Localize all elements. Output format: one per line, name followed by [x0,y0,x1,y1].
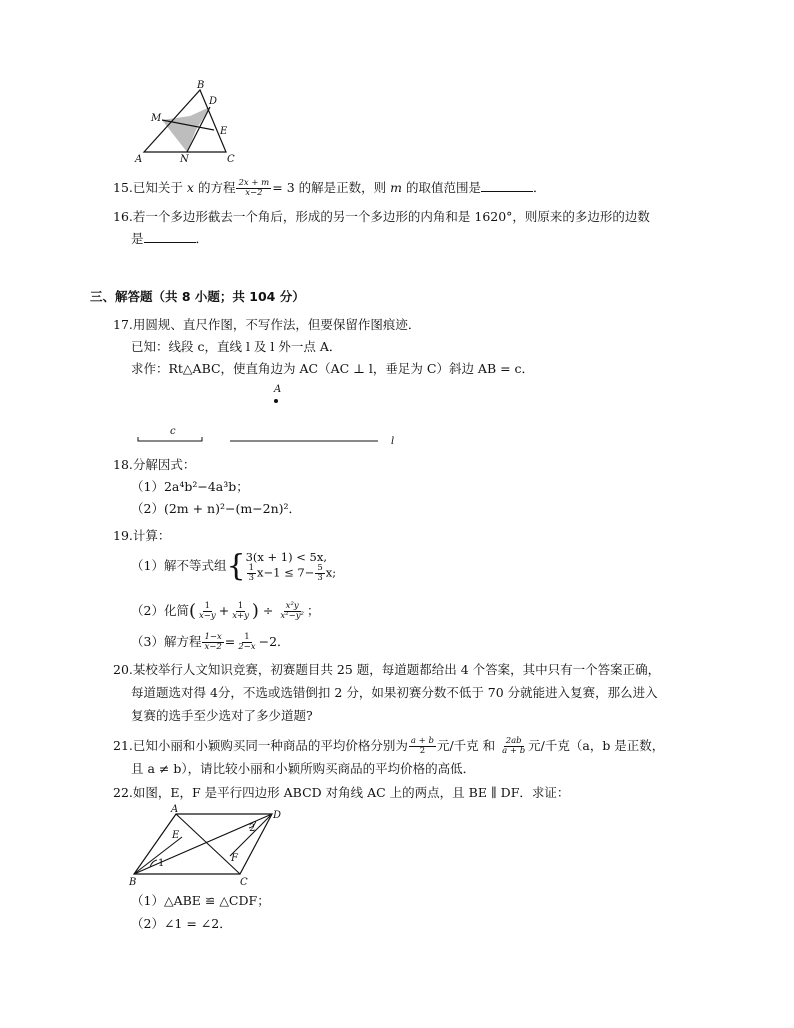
question-20: 20.某校举行人文知识竞赛，初赛题目共 25 题，每道题都给出 4 个答案，其中只有一个答案正确， [113,662,661,677]
fig2-label-d: D [273,810,282,821]
fig1-label-c: C [227,154,235,165]
inequality-system: 3(x + 1) < 5x, $\frac{1}{3}$ x−1 ≤ 7− $\frac{5}{3}$ x; [245,550,337,583]
q17-construct: 求作：Rt△ABC，使直角边为 AC（AC ⊥ l，垂足为 C）斜边 AB = c． [131,361,535,376]
q19-part3: （3）解方程 $\frac{1-x}{x-2}$ = $\frac{1}{2-x}$ −2． [131,632,290,652]
question-15: 15.已知关于 x 的方程 $\frac{2x + m}{x-2}$ = 3 的解是正数，则 m 的取值范围是 ． [113,178,546,198]
fig2-label-a: A [171,804,179,815]
answer-blank-15[interactable] [481,179,533,192]
angle-1-label: 1 [158,858,165,869]
fig2-label-b: B [129,877,137,888]
q21-line2: 且 a ≠ b），请比较小丽和小颖所购买商品的平均价格的高低． [131,761,476,776]
segment-c [138,437,202,441]
q22-part2: （2）∠1 = ∠2． [131,916,232,931]
section-heading: 三、解答题（共 8 小题；共 104 分） [90,289,305,304]
shaded-region [162,107,210,152]
line-l-label: l [391,436,395,447]
system-brace: { [226,548,246,584]
fig1-label-a: A [135,154,143,165]
question-21: 21.已知小丽和小颖购买同一种商品的平均价格分别为 $\frac{a + b}{2}$ 元/千克 和 $\frac{2ab}{a + b}$ 元/千克（a，b 是正数， [113,736,665,756]
answer-blank-16[interactable] [144,230,196,243]
point-a-label: A [274,384,282,395]
question-22: 22.如图，E，F 是平行四边形 ABCD 对角线 AC 上的两点，且 BE ∥ DF．求证： [113,785,570,800]
angle-2-label: 2 [249,823,256,834]
q17-given: 已知：线段 c，直线 l 及 l 外一点 A． [131,339,342,354]
q18-part1: （1）2a⁴b²−4a³b； [131,479,249,494]
fig1-label-m: M [151,113,162,124]
q19-part1: （1）解不等式组{ 3(x + 1) < 5x, $\frac{1}{3}$ x−1 ≤ 7− $\frac{5}{3}$ x; [131,548,337,584]
fig1-label-b: B [197,80,205,91]
q19-part2: （2）化简( $\frac{1}{x-y}$ + $\frac{1}{x+y}$ ) ÷ $\frac{\text{x²y}}{\text{x²−y²}}$ ； [131,600,320,622]
segment-c-label: c [170,426,176,437]
question-16: 16.若一个多边形截去一个角后，形成的另一个多边形的内角和是 1620°，则原来的多边形的边数 [113,209,650,224]
q18-part2: （2）(2m + n)²−(m−2n)²． [131,501,302,516]
q17-figure [130,380,410,450]
question-16-line2: 是 ． [131,231,209,246]
fig1-label-e: E [220,126,228,137]
parallelogram-figure [128,804,288,890]
point-a [274,399,278,403]
fig2-label-f: F [231,853,238,864]
fig2-label-e: E [172,830,180,841]
question-17: 17.用圆规、直尺作图，不写作法，但要保留作图痕迹． [113,317,421,332]
question-19: 19.计算： [113,528,171,543]
question-18: 18.分解因式： [113,457,196,472]
q20-line2: 每道题选对得 4分，不选或选错倒扣 2 分，如果初赛分数不低于 70 分就能进入复赛，那么进入 [131,685,658,700]
fig1-label-n: N [180,154,189,165]
q15-fraction: $\frac{2x + m}{x-2}$ [238,178,270,198]
q20-line3: 复赛的选手至少选对了多少道题? [131,708,313,723]
fig1-label-d: D [209,96,218,107]
q22-part1: （1）△ABE ≌ △CDF； [131,893,270,908]
fig2-label-c: C [240,877,248,888]
triangle-figure [130,78,240,166]
